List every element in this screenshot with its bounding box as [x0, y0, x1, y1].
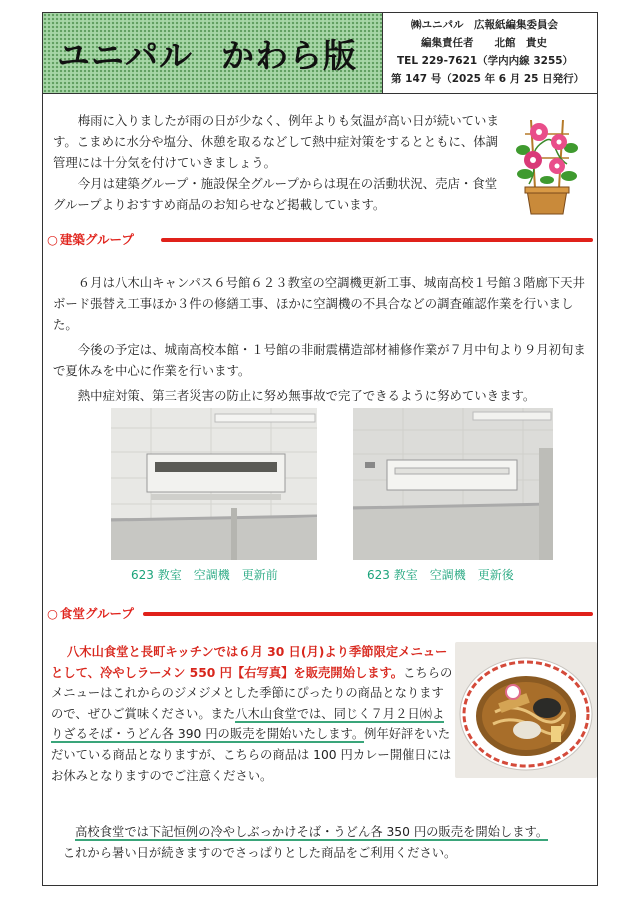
caption-state: 更新後: [477, 568, 514, 582]
shokudo-closing: [53, 822, 593, 864]
shokudo-text: [51, 642, 453, 786]
shokudo-body-2: 例年好評をいただいている商品となりますが、こちらの商品は 100 円カレー開催日にはお休みとなりますのでご注意ください。: [51, 727, 452, 783]
masthead: [43, 13, 383, 93]
heading-rule: [161, 238, 593, 242]
title-part-a: ユニパル: [57, 35, 193, 75]
intro-text: [53, 110, 508, 215]
content-frame: [42, 94, 598, 886]
caption-room: 623 教室: [367, 568, 418, 582]
heading-bullet: ○: [47, 605, 58, 621]
section-heading-shokudo: [47, 604, 134, 622]
intro-paragraph-2: 今月は建築グループ・施設保全グループからは現在の活動状況、売店・食堂グループよりおすすめ商品のお知らせなど掲載しています。: [53, 176, 498, 212]
aircon-after-photo: [353, 408, 553, 560]
limited-menu-announcement: 八木山食堂と長町キッチンでは６月 30 日(月)より季節限定メニューとして、冷やしラーメン 550 円【右写真】を販売開始します。: [51, 645, 448, 680]
editor-in-chief: 編集責任者 北館 貴史: [421, 37, 547, 49]
title-part-b: かわら版: [221, 35, 357, 75]
shokudo-paragraph: [51, 642, 453, 786]
caption-item: 空調機: [193, 568, 230, 582]
heading-label: 建築グループ: [59, 232, 134, 247]
kenchiku-paragraph-3: 熱中症対策、第三者災害の防止に努め無事故で完了できるように努めていきます。: [77, 388, 536, 403]
phone-number: TEL 229-7621（学内内線 3255）: [397, 55, 574, 67]
morning-glory-illustration: [511, 114, 583, 216]
publisher: ㈱ユニパル 広報紙編集委員会: [411, 19, 558, 31]
newsletter-header: [42, 12, 598, 94]
intro-paragraph-1: 梅雨に入りましたが雨の日が少なく、例年よりも気温が高い日が続いています。こまめに水分や塩分、休憩を取るなどして熱中症対策をするとともに、体調管理には十分気を付けていきましょう。: [53, 113, 499, 170]
zaru-soba-announcement: 八木山食堂では、同じく７月２日㈬よりざるそば・うどん各 390 円の販売を開始いたします。: [51, 706, 445, 742]
hiyashi-ramen-photo: [455, 642, 597, 778]
heading-label: 食堂グループ: [59, 606, 134, 621]
caption-room: 623 教室: [131, 568, 182, 582]
kenchiku-text: [53, 272, 589, 406]
caption-state: 更新前: [241, 568, 278, 582]
aircon-before-photo: [111, 408, 317, 560]
caption-item: 空調機: [429, 568, 466, 582]
publication-info: [383, 13, 597, 93]
heading-rule: [143, 612, 593, 616]
kenchiku-paragraph-1: ６月は八木山キャンパス６号館６２３教室の空調機更新工事、城南高校１号館３階廊下天井ボード張替え工事ほか３件の修繕工事、ほかに空調機の不具合などの調査確認作業を行いました。: [53, 275, 585, 332]
shokudo-body-1: こちらのメニューはこれからのジメジメとした季節にぴったりの商品となりますので、ぜひご賞味ください。また: [51, 665, 453, 721]
caption-before: [131, 566, 290, 583]
newsletter-title: [57, 30, 357, 77]
closing-remark: これから暑い日が続きますのでさっぱりとした商品をご利用ください。: [62, 846, 457, 860]
high-school-cafeteria-announcement: 高校食堂では下記恒例の冷やしぶっかけそば・うどん各 350 円の販売を開始します。: [75, 825, 549, 839]
section-heading-kenchiku: [47, 230, 134, 248]
heading-bullet: ○: [47, 231, 58, 247]
kenchiku-paragraph-2: 今後の予定は、城南高校本館・１号館の非耐震構造部材補修作業が７月中旬より９月初旬まで夏休みを中心に作業を行います。: [53, 342, 586, 378]
issue-number: 第 147 号（2025 年 6 月 25 日発行）: [391, 73, 585, 85]
caption-after: [367, 566, 526, 583]
